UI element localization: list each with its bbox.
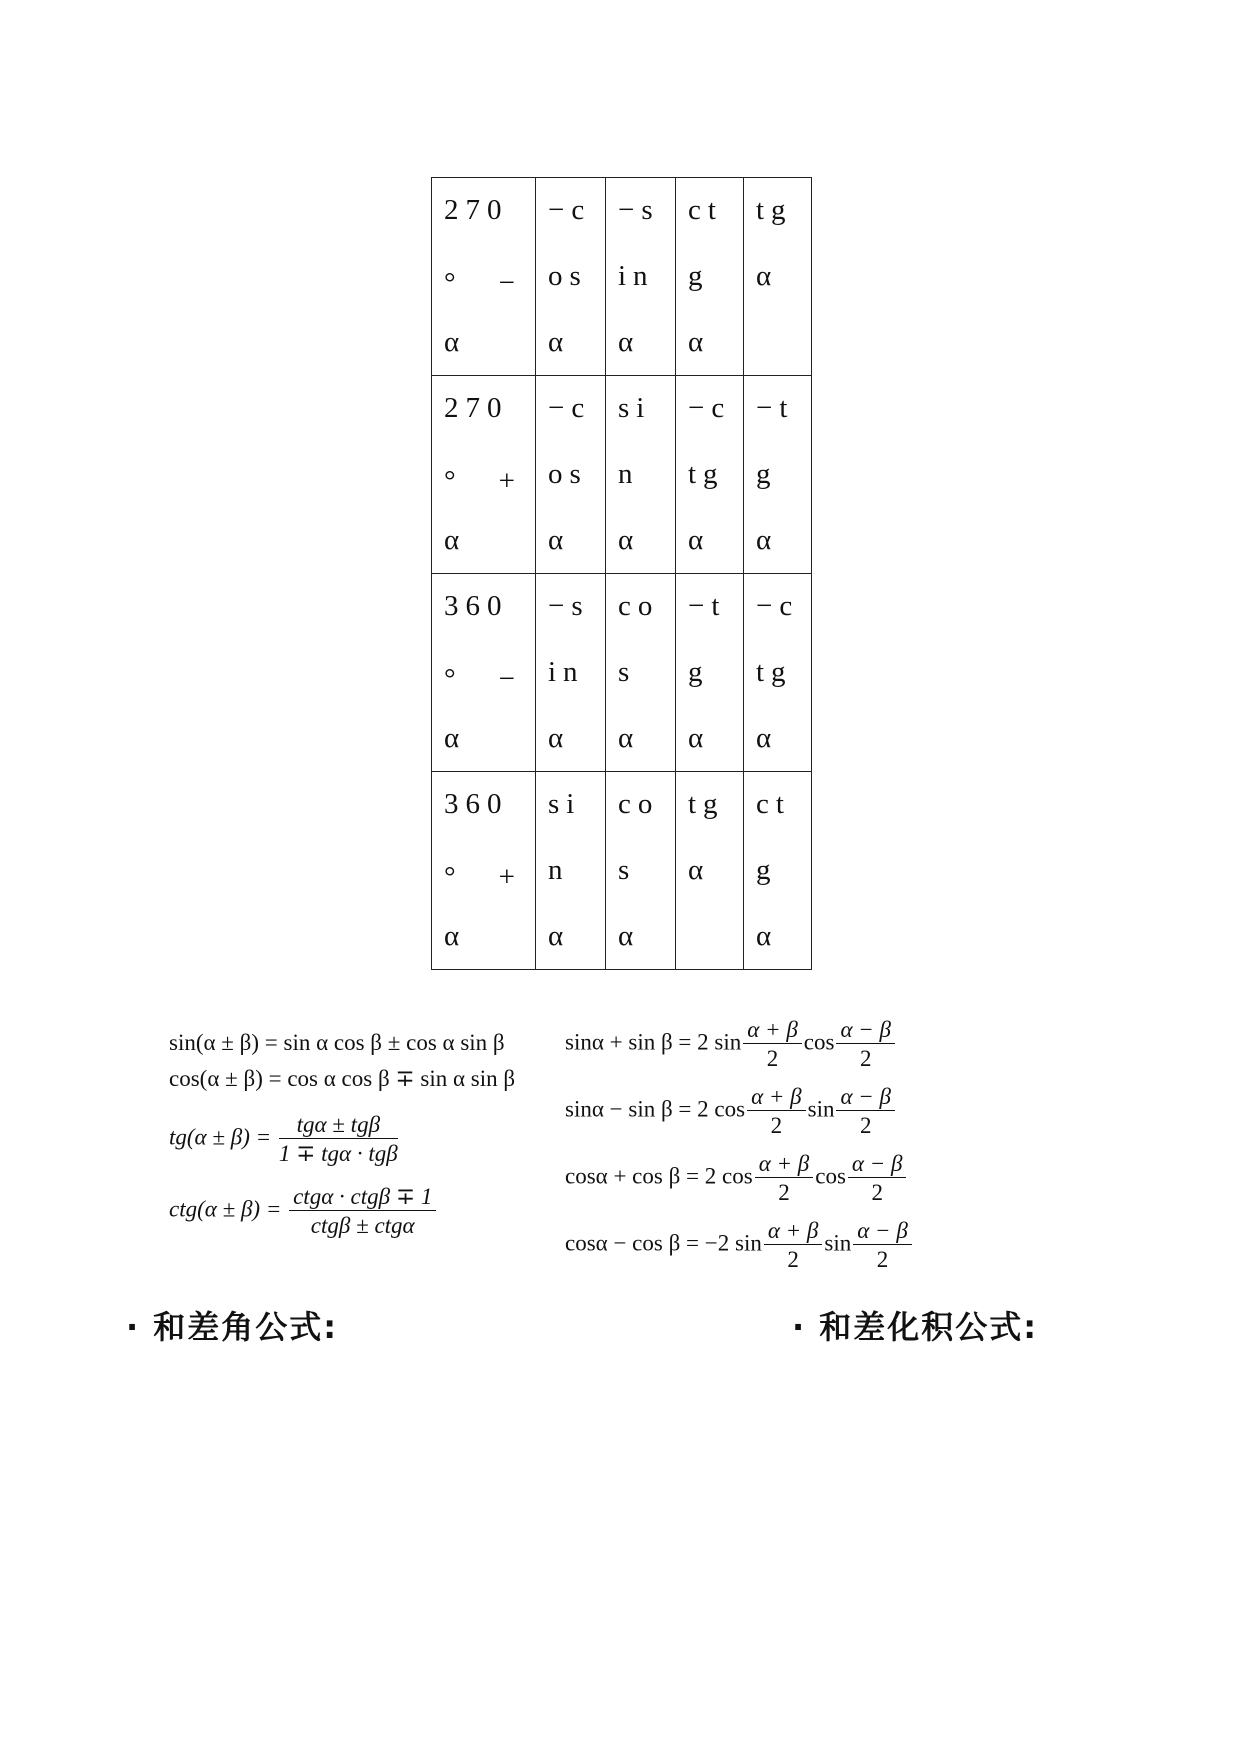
table-cell — [676, 178, 744, 376]
formula-tg-fraction — [279, 1112, 398, 1167]
formula-sum-to-product — [565, 1218, 914, 1273]
cell-text-line: g — [688, 656, 710, 688]
cell-text-line: ct — [688, 194, 723, 226]
formula-lhs: sinα − sin β = — [565, 1096, 692, 1122]
fraction-denominator: 2 — [766, 1046, 779, 1072]
table-cell — [432, 772, 536, 970]
table-cell — [606, 178, 676, 376]
fraction-numerator: α + β — [767, 1218, 819, 1243]
cell-text-line: α — [618, 920, 641, 952]
formula-middle-function: sin — [807, 1096, 835, 1122]
table-cell — [536, 376, 606, 574]
table-row — [432, 574, 812, 772]
formula-ctg-numerator: ctgα · ctgβ ∓ 1 — [293, 1184, 433, 1209]
table-row — [432, 178, 812, 376]
formula-fraction — [764, 1218, 823, 1273]
table-cell — [432, 376, 536, 574]
cell-text-line: n — [548, 854, 570, 886]
fraction-numerator: α + β — [751, 1084, 802, 1109]
formula-coefficient: 2 cos — [697, 1096, 746, 1122]
cell-text-line: g — [756, 854, 778, 886]
formula-fraction — [853, 1218, 912, 1273]
formula-sum-to-product — [565, 1017, 897, 1072]
table-cell — [744, 772, 812, 970]
cell-text-line: g — [756, 458, 778, 490]
table-cell — [606, 376, 676, 574]
cell-text-line: 270 — [444, 194, 509, 226]
cell-text-line: g — [688, 260, 710, 292]
cell-text-line: ° + — [444, 861, 522, 893]
cell-text-line: α — [688, 722, 711, 754]
induction-formula-table — [431, 177, 812, 970]
cell-text-line: tg — [756, 194, 793, 226]
formula-fraction — [848, 1151, 907, 1206]
cell-text-line: −c — [548, 392, 592, 424]
cell-text-line: α — [444, 722, 467, 754]
formula-cos-sum: cos(α ± β) = cos α cos β ∓ sin α sin β — [169, 1066, 516, 1091]
fraction-numerator: α + β — [747, 1017, 798, 1042]
cell-text-line: α — [756, 920, 779, 952]
cell-text-line: α — [444, 326, 467, 358]
cell-text-line: −s — [548, 590, 590, 622]
formula-middle-function: cos — [803, 1029, 835, 1055]
fraction-denominator: 2 — [778, 1180, 790, 1206]
formula-tg-sum — [169, 1112, 400, 1167]
cell-text-line: −c — [688, 392, 732, 424]
table-row — [432, 772, 812, 970]
cell-text-line: −t — [756, 392, 795, 424]
formula-fraction — [743, 1017, 802, 1072]
cell-text-line: α — [688, 326, 711, 358]
cell-text-line: α — [548, 920, 571, 952]
table-cell — [536, 574, 606, 772]
fraction-denominator: 2 — [860, 1046, 872, 1072]
formula-fraction — [747, 1084, 806, 1139]
formula-ctg-lhs: ctg(α ± β) = — [169, 1196, 282, 1222]
formula-lhs: sinα + sin β = — [565, 1029, 692, 1055]
table-cell — [744, 178, 812, 376]
fraction-denominator: 2 — [860, 1113, 872, 1139]
table-cell — [676, 772, 744, 970]
cell-text-line: s — [618, 854, 637, 886]
cell-text-line: ct — [756, 788, 791, 820]
cell-text-line: co — [618, 788, 660, 820]
cell-text-line: α — [444, 920, 467, 952]
cell-text-line: ° + — [444, 465, 522, 497]
cell-text-line: tg — [688, 458, 725, 490]
table-cell — [676, 376, 744, 574]
cell-text-line: si — [618, 392, 652, 424]
table-cell — [432, 178, 536, 376]
cell-text-line: s — [618, 656, 637, 688]
table-cell — [744, 376, 812, 574]
cell-text-line: α — [618, 722, 641, 754]
formula-coefficient: 2 cos — [704, 1163, 753, 1189]
cell-text-line: α — [756, 524, 779, 556]
table-row — [432, 376, 812, 574]
cell-text-line: in — [618, 260, 655, 292]
heading-sum-difference-angle: · 和差角公式: — [126, 1308, 339, 1346]
cell-text-line: −c — [548, 194, 592, 226]
formula-ctg-denominator: ctgβ ± ctgα — [310, 1213, 415, 1239]
fraction-numerator: α − β — [840, 1017, 892, 1042]
cell-text-line: α — [618, 524, 641, 556]
fraction-denominator: 2 — [871, 1180, 883, 1206]
cell-text-line: α — [688, 854, 711, 886]
table-cell — [536, 772, 606, 970]
cell-text-line: si — [548, 788, 582, 820]
formula-coefficient: −2 sin — [704, 1230, 762, 1256]
cell-text-line: in — [548, 656, 585, 688]
fraction-numerator: α − β — [840, 1084, 892, 1109]
cell-text-line: −t — [688, 590, 727, 622]
formula-ctg-fraction — [289, 1184, 436, 1239]
formula-middle-function: cos — [815, 1163, 846, 1189]
cell-text-line: os — [548, 260, 588, 292]
table-cell — [676, 574, 744, 772]
cell-text-line: −s — [618, 194, 660, 226]
table-cell — [606, 772, 676, 970]
cell-text-line: os — [548, 458, 588, 490]
cell-text-line: n — [618, 458, 640, 490]
formula-fraction — [836, 1084, 895, 1139]
fraction-numerator: α − β — [857, 1218, 908, 1243]
table-cell — [744, 574, 812, 772]
cell-text-line: α — [618, 326, 641, 358]
formula-middle-function: sin — [824, 1230, 852, 1256]
cell-text-line: α — [688, 524, 711, 556]
cell-text-line: −c — [756, 590, 800, 622]
formula-sum-to-product — [565, 1151, 908, 1206]
cell-text-line: co — [618, 590, 660, 622]
fraction-numerator: α − β — [851, 1151, 903, 1176]
formula-tg-denominator: 1 ∓ tgα · tgβ — [278, 1141, 398, 1167]
formula-tg-lhs: tg(α ± β) = — [169, 1124, 272, 1150]
formula-sum-to-product — [565, 1084, 897, 1139]
cell-text-line: 270 — [444, 392, 509, 424]
fraction-denominator: 2 — [787, 1247, 799, 1273]
cell-text-line: ° − — [444, 267, 522, 299]
cell-text-line: 360 — [444, 590, 509, 622]
cell-text-line: 360 — [444, 788, 509, 820]
table-cell — [432, 574, 536, 772]
fraction-numerator: α + β — [758, 1151, 810, 1176]
cell-text-line: α — [548, 524, 571, 556]
formula-ctg-sum — [169, 1184, 438, 1239]
cell-text-line: α — [756, 722, 779, 754]
cell-text-line: α — [444, 524, 467, 556]
formula-sin-sum: sin(α ± β) = sin α cos β ± cos α sin β — [169, 1030, 505, 1055]
formula-coefficient: 2 sin — [697, 1029, 742, 1055]
formula-lhs: cosα + cos β = — [565, 1163, 700, 1189]
fraction-denominator: 2 — [876, 1247, 889, 1273]
formula-fraction — [836, 1017, 895, 1072]
cell-text-line: ° − — [444, 663, 522, 695]
table-cell — [536, 178, 606, 376]
cell-text-line: tg — [756, 656, 793, 688]
table-cell — [606, 574, 676, 772]
formula-fraction — [755, 1151, 814, 1206]
cell-text-line: α — [756, 260, 779, 292]
heading-sum-to-product: · 和差化积公式: — [792, 1308, 1039, 1346]
cell-text-line: α — [548, 326, 571, 358]
cell-text-line: α — [548, 722, 571, 754]
fraction-denominator: 2 — [770, 1113, 783, 1139]
cell-text-line: tg — [688, 788, 725, 820]
formula-lhs: cosα − cos β = — [565, 1230, 700, 1256]
formula-tg-numerator: tgα ± tgβ — [296, 1112, 381, 1137]
